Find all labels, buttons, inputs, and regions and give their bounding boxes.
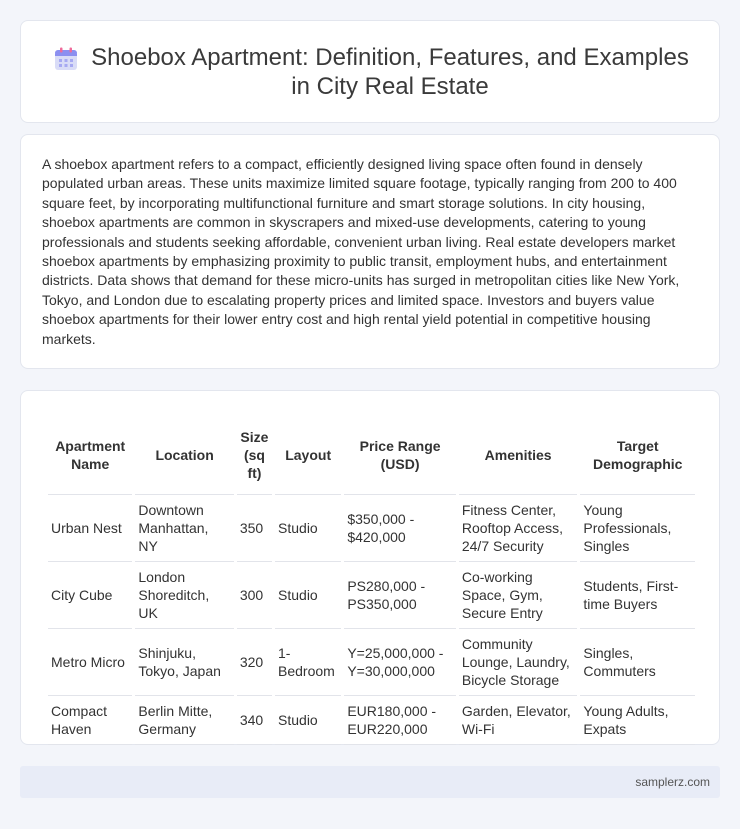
cell-name: Compact Haven <box>48 696 132 745</box>
column-header-price: Price Range (USD) <box>344 415 456 495</box>
footer-brand: samplerz.com <box>635 775 710 789</box>
cell-demographic: Young Professionals, Singles <box>580 495 695 562</box>
cell-location: Berlin Mitte, Germany <box>135 696 233 745</box>
cell-layout: Studio <box>275 495 341 562</box>
cell-amenities: Community Lounge, Laundry, Bicycle Storage <box>459 629 578 696</box>
description-text: A shoebox apartment refers to a compact, efficiently designed living space often found in densely populated urban areas. These units maximize limited square footage, typically ranging from 200 to 400 square feet, by incorporating multifunctional furniture and smart storage solutions. In city housing, shoebox apartments are common in skyscrapers and mixed-use developments, catering to young professionals and students seeking affordable, convenient urban living. Real estate developers market shoebox apartments by emphasizing proximity to public transit, employment hubs, and entertainment districts. Data shows that demand for these micro-units has surged in metropolitan cities like New York, Tokyo, and London due to escalating property prices and limited space. Investors and buyers value shoebox apartments for their lower entry cost and high rental yield potential in competitive housing markets. <box>42 156 680 347</box>
column-header-amenities: Amenities <box>459 415 578 495</box>
cell-price: $350,000 - $420,000 <box>344 495 456 562</box>
cell-price: EUR180,000 - EUR220,000 <box>344 696 456 745</box>
column-header-location: Location <box>135 415 233 495</box>
cell-amenities: Garden, Elevator, Wi-Fi <box>459 696 578 745</box>
cell-price: PS280,000 - PS350,000 <box>344 562 456 629</box>
cell-amenities: Co-working Space, Gym, Secure Entry <box>459 562 578 629</box>
cell-size: 300 <box>237 562 272 629</box>
cell-demographic: Young Adults, Expats <box>580 696 695 745</box>
cell-size: 350 <box>237 495 272 562</box>
column-header-demographic: Target Demographic <box>580 415 695 495</box>
cell-layout: Studio <box>275 696 341 745</box>
cell-demographic: Singles, Commuters <box>580 629 695 696</box>
cell-layout: Studio <box>275 562 341 629</box>
cell-size: 340 <box>237 696 272 745</box>
table-card <box>20 390 720 745</box>
cell-location: Downtown Manhattan, NY <box>135 495 233 562</box>
cell-amenities: Fitness Center, Rooftop Access, 24/7 Security <box>459 495 578 562</box>
cell-location: Shinjuku, Tokyo, Japan <box>135 629 233 696</box>
table-row <box>48 696 695 745</box>
cell-demographic: Students, First-time Buyers <box>580 562 695 629</box>
cell-location: London Shoreditch, UK <box>135 562 233 629</box>
table-row <box>48 629 695 696</box>
description-card <box>20 134 720 369</box>
column-header-name: Apartment Name <box>48 415 132 495</box>
title-card <box>20 20 720 123</box>
cell-name: City Cube <box>48 562 132 629</box>
table-row <box>48 562 695 629</box>
cell-name: Urban Nest <box>48 495 132 562</box>
page-title: Shoebox Apartment: Definition, Features, and Examples in City Real Estate <box>91 44 689 100</box>
cell-name: Metro Micro <box>48 629 132 696</box>
cell-price: Y=25,000,000 - Y=30,000,000 <box>344 629 456 696</box>
cell-layout: 1-Bedroom <box>275 629 341 696</box>
column-header-size: Size (sq ft) <box>237 415 272 495</box>
apartments-table <box>45 415 698 745</box>
footer-bar <box>20 766 720 798</box>
cell-size: 320 <box>237 629 272 696</box>
column-header-layout: Layout <box>275 415 341 495</box>
table-header-row <box>48 415 695 495</box>
table-row <box>48 495 695 562</box>
